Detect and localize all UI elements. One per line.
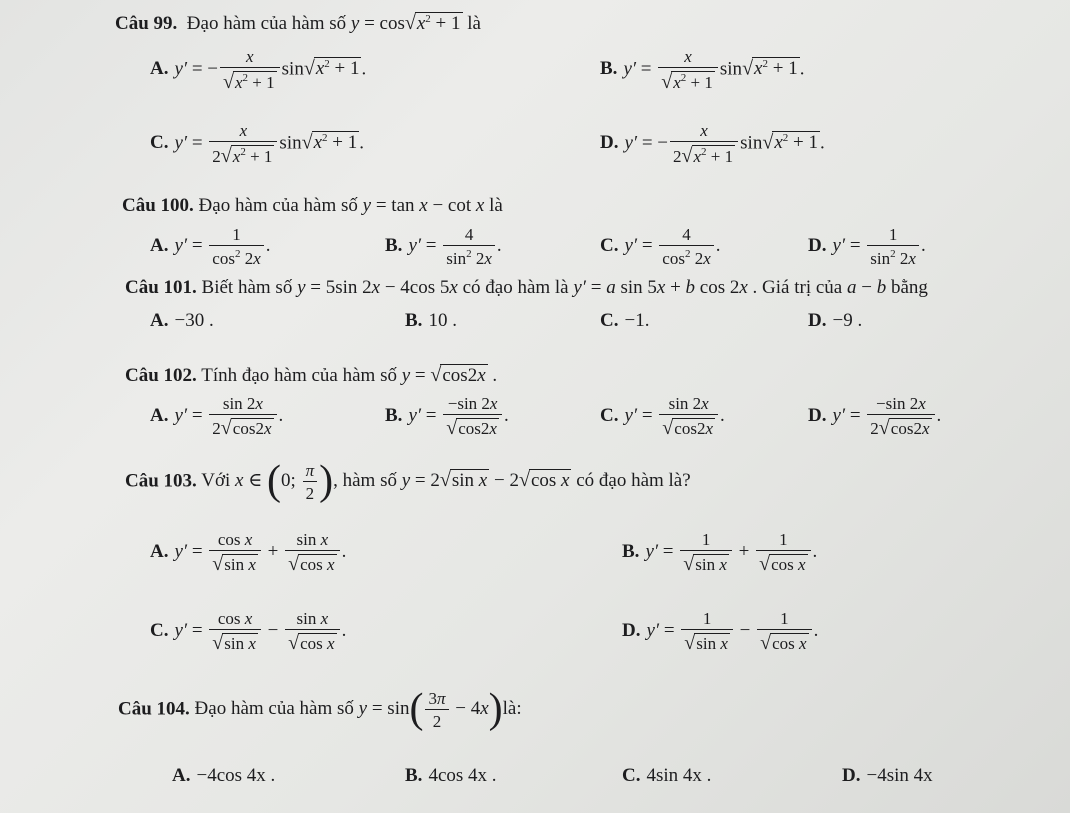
question-104-option-a[interactable]: A. −4cos 4x . xyxy=(172,765,276,786)
question-104-option-d[interactable]: D. −4sin 4x xyxy=(842,765,933,786)
question-100-option-a[interactable]: A. y′ = $\frac{1}{\cos^2 2x}$ . xyxy=(150,225,271,268)
question-102-option-b[interactable]: B. y′ = $\frac{-\sin 2x}{√\cos 2x}$ . xyxy=(385,394,509,439)
question-102: Câu 102. Tính đạo hàm của hàm số y = √cos2x . xyxy=(125,364,498,386)
question-100-option-d[interactable]: D. y′ = $\frac{1}{\sin^2 2x}$ . xyxy=(808,225,926,268)
question-103-option-b[interactable]: B. y′ = $\frac{1}{\text{√sin x}}$ + $\frac{1}{\text{√cos x}}$ . xyxy=(622,530,818,575)
question-100-option-c[interactable]: C. y′ = $\frac{4}{\cos^2 2x}$ . xyxy=(600,225,721,268)
question-103: Câu 103. Với x ∈ (0; $\frac{\pi}{2}$ ), hàm số y = 2√sin x − 2√cos x có đạo hàm là? xyxy=(125,458,691,505)
question-102-option-d[interactable]: D. y′ = $\frac{-\sin 2x}{2√\cos 2x}$ . xyxy=(808,394,942,439)
question-101-option-a[interactable]: A. −30 . xyxy=(150,310,214,331)
question-104: Câu 104. Đạo hàm của hàm số y = sin( $\frac{3\pi}{2}$ − 4x)là: xyxy=(118,686,522,733)
question-99-stem: Đạo hàm của hàm số $y = \cos√x^2 + 1$ là xyxy=(186,12,481,34)
question-100-option-b[interactable]: B. y′ = $\frac{4}{\sin^2 2x}$ . xyxy=(385,225,502,268)
question-99-option-d[interactable]: D. y′ = − $\frac{x}{2√x^2 + 1}$ $\sin√x^2 + 1$ . xyxy=(600,121,825,167)
question-101-option-c[interactable]: C. −1. xyxy=(600,310,650,331)
question-99: Câu 99. Đạo hàm của hàm số $y = \cos√x^2 + 1$ là xyxy=(115,12,481,34)
question-100: Câu 100. Đạo hàm của hàm số y = tan x − cot x là xyxy=(122,195,503,216)
question-103-option-d[interactable]: D. y′ = $\frac{1}{\text{√sin x}}$ − $\frac{1}{\text{√cos x}}$ . xyxy=(622,609,819,654)
question-104-stem: Đạo hàm của hàm số y = sin( $\frac{3\pi}{2}$ − 4x)là: xyxy=(194,686,522,733)
question-99-option-c[interactable]: C. y′ = $\frac{x}{2√x^2 + 1}$ $\sin√x^2 + 1$ . xyxy=(150,121,364,167)
question-101-option-b[interactable]: B. 10 . xyxy=(405,310,457,331)
question-103-option-c[interactable]: C. y′ = $\frac{\text{cos x}}{\text{√sin x}}$ − $\frac{\text{sin x}}{\text{√cos x}}$ . xyxy=(150,609,347,654)
question-101-stem: Biết hàm số y = 5sin 2x − 4cos 5x có đạo hàm là y′ = a sin 5x + b cos 2x . Giá trị của a − b bằng xyxy=(201,277,928,298)
question-102-option-a[interactable]: A. y′ = $\frac{\sin 2x}{2√\cos 2x}$ . xyxy=(150,394,284,439)
question-100-stem: Đạo hàm của hàm số y = tan x − cot x là xyxy=(198,195,503,216)
question-101-option-d[interactable]: D. −9 . xyxy=(808,310,863,331)
question-102-option-c[interactable]: C. y′ = $\frac{\sin 2x}{√\cos 2x}$ . xyxy=(600,394,725,439)
question-99-option-a[interactable]: A. y′ = − $\frac{x}{√x^2 + 1}$ $\sin√x^2 + 1$ . xyxy=(150,47,367,93)
question-104-option-c[interactable]: C. 4sin 4x . xyxy=(622,765,712,786)
question-104-option-b[interactable]: B. 4cos 4x . xyxy=(405,765,497,786)
question-102-stem: Tính đạo hàm của hàm số y = √cos2x . xyxy=(201,364,498,386)
question-103-stem: Với x ∈ (0; $\frac{\pi}{2}$ ), hàm số y = 2√sin x − 2√cos x có đạo hàm là? xyxy=(201,458,691,505)
question-99-option-b[interactable]: B. y′ = $\frac{x}{√x^2 + 1}$ $\sin√x^2 + 1$ . xyxy=(600,47,805,93)
question-101: Câu 101. Biết hàm số y = 5sin 2x − 4cos 5x có đạo hàm là y′ = a sin 5x + b cos 2x . Giá trị của a − b bằng xyxy=(125,277,928,298)
question-103-option-a[interactable]: A. y′ = $\frac{\text{cos x}}{\text{√sin x}}$ + $\frac{\text{sin x}}{\text{√cos x}}$ . xyxy=(150,530,347,575)
